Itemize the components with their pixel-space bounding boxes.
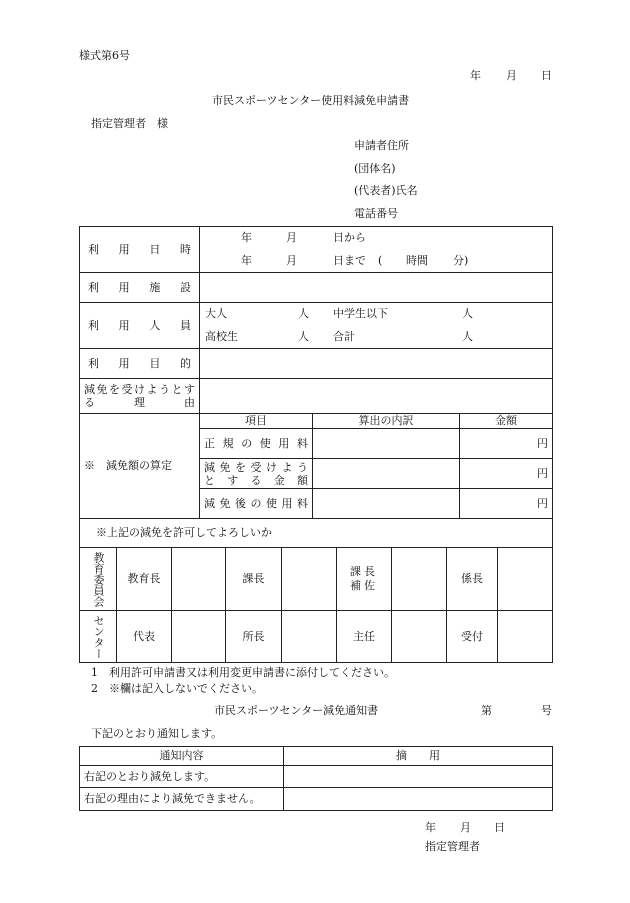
from-suffix: 日から <box>333 231 366 244</box>
datetime-label: 利用日時 <box>80 227 200 273</box>
manager-label: 主任 <box>337 611 392 663</box>
col-item: 項目 <box>200 414 313 429</box>
notice-row-2-content: 右記の理由により減免できません。 <box>80 788 284 811</box>
notice-intro: 下記のとおり通知します。 <box>91 727 223 740</box>
notice-title: 市民スポーツセンター減免通知書 <box>214 704 379 717</box>
facility-field[interactable] <box>200 273 553 303</box>
superintendent-label: 教育長 <box>117 548 172 611</box>
from-year: 年 <box>241 231 252 244</box>
signer: 指定管理者 <box>425 840 480 853</box>
people-cell[interactable] <box>200 303 553 349</box>
purpose-label: 利用目的 <box>80 349 200 379</box>
representative-label: 代表 <box>117 611 172 663</box>
staff-chief-seal[interactable] <box>498 548 553 611</box>
section-chief-label: 課長 <box>226 548 282 611</box>
date-bottom-year: 年 <box>425 821 436 834</box>
after-fee-breakdown[interactable] <box>313 489 460 519</box>
applicant-name-label: (代表者)氏名 <box>354 184 418 197</box>
center-label: センター <box>80 611 117 663</box>
applicant-phone-label: 電話番号 <box>354 207 398 220</box>
regular-fee-breakdown[interactable] <box>313 429 460 459</box>
reception-label: 受付 <box>447 611 498 663</box>
datetime-row <box>80 227 553 273</box>
applicant-address-label: 申請者住所 <box>354 139 409 152</box>
reason-label: 減免を受けようとす る 理 由 <box>80 379 200 414</box>
notice-row-2 <box>80 788 553 811</box>
notice-col-remarks: 摘 用 <box>284 747 553 766</box>
note-2: 2 ※欄は記入しないでください。 <box>91 682 263 695</box>
to-year: 年 <box>241 254 252 267</box>
date-bottom-month: 月 <box>460 821 471 834</box>
people-row <box>80 303 553 349</box>
director-label: 所長 <box>226 611 282 663</box>
approval-table <box>79 547 553 663</box>
board-row <box>80 548 553 611</box>
date-bottom-day: 日 <box>494 821 505 834</box>
reason-row <box>80 379 553 414</box>
board-label: 教育委員会 <box>80 548 117 611</box>
to-suffix: 日まで <box>333 254 366 267</box>
page-title: 市民スポーツセンター使用料減免申請書 <box>212 94 410 107</box>
notice-col-content: 通知内容 <box>80 747 284 766</box>
notice-header-row <box>80 747 553 766</box>
to-hours: 時間 <box>406 254 428 267</box>
approval-question: ※上記の減免を許可してよろしいか <box>80 519 553 548</box>
staff-chief-label: 係長 <box>447 548 498 611</box>
col-amount: 金額 <box>460 414 553 429</box>
exempt-amount-value[interactable]: 円 <box>460 459 553 489</box>
after-fee-label: 減免後の使用料 <box>200 489 313 519</box>
representative-seal[interactable] <box>172 611 226 663</box>
addressee: 指定管理者 様 <box>91 117 168 130</box>
notice-no-suffix: 号 <box>541 704 552 717</box>
to-paren: ( <box>378 254 383 267</box>
total-label: 合計 <box>333 330 355 343</box>
adult-label: 大人 <box>205 307 227 320</box>
notice-row-2-remarks[interactable] <box>284 788 553 811</box>
notice-row-1-remarks[interactable] <box>284 766 553 788</box>
facility-label: 利用施設 <box>80 273 200 303</box>
regular-fee-label: 正規の使用料 <box>200 429 313 459</box>
purpose-row <box>80 349 553 379</box>
assistant-chief-label: 課長 補佐 <box>337 548 392 611</box>
form-number: 様式第6号 <box>79 49 130 62</box>
manager-seal[interactable] <box>392 611 447 663</box>
assistant-chief-seal[interactable] <box>392 548 447 611</box>
high-school-unit: 人 <box>298 330 309 343</box>
date-top-month: 月 <box>506 69 517 82</box>
high-school-label: 高校生 <box>205 330 238 343</box>
exempt-amount-breakdown[interactable] <box>313 459 460 489</box>
regular-fee-amount[interactable]: 円 <box>460 429 553 459</box>
section-chief-seal[interactable] <box>282 548 337 611</box>
total-unit: 人 <box>462 330 473 343</box>
notice-table <box>79 746 553 811</box>
calc-label: ※ 減免額の算定 <box>80 414 200 519</box>
director-seal[interactable] <box>282 611 337 663</box>
datetime-cell[interactable] <box>200 227 553 273</box>
reception-seal[interactable] <box>498 611 553 663</box>
purpose-field[interactable] <box>200 349 553 379</box>
approval-question-row <box>80 519 553 548</box>
to-minutes: 分) <box>453 254 469 267</box>
facility-row <box>80 273 553 303</box>
notice-no-prefix: 第 <box>481 704 492 717</box>
after-fee-amount[interactable]: 円 <box>460 489 553 519</box>
middle-below-label: 中学生以下 <box>333 307 388 320</box>
applicant-group-label: (団体名) <box>354 162 396 175</box>
usage-table <box>79 226 553 548</box>
adult-unit: 人 <box>298 307 309 320</box>
col-breakdown: 算出の内訳 <box>313 414 460 429</box>
calc-header-row <box>80 414 553 429</box>
notice-row-1 <box>80 766 553 788</box>
superintendent-seal[interactable] <box>172 548 226 611</box>
notice-row-1-content: 右記のとおり減免します。 <box>80 766 284 788</box>
to-month: 月 <box>286 254 297 267</box>
date-top-year: 年 <box>470 69 481 82</box>
exempt-amount-label: 減免を受けよう とする金額 <box>200 459 313 489</box>
note-1: 1 利用許可申請書又は利用変更申請書に添付してください。 <box>91 666 395 679</box>
reason-field[interactable] <box>200 379 553 414</box>
from-month: 月 <box>286 231 297 244</box>
date-top-day: 日 <box>541 69 552 82</box>
people-label: 利用人員 <box>80 303 200 349</box>
center-row <box>80 611 553 663</box>
middle-below-unit: 人 <box>462 307 473 320</box>
